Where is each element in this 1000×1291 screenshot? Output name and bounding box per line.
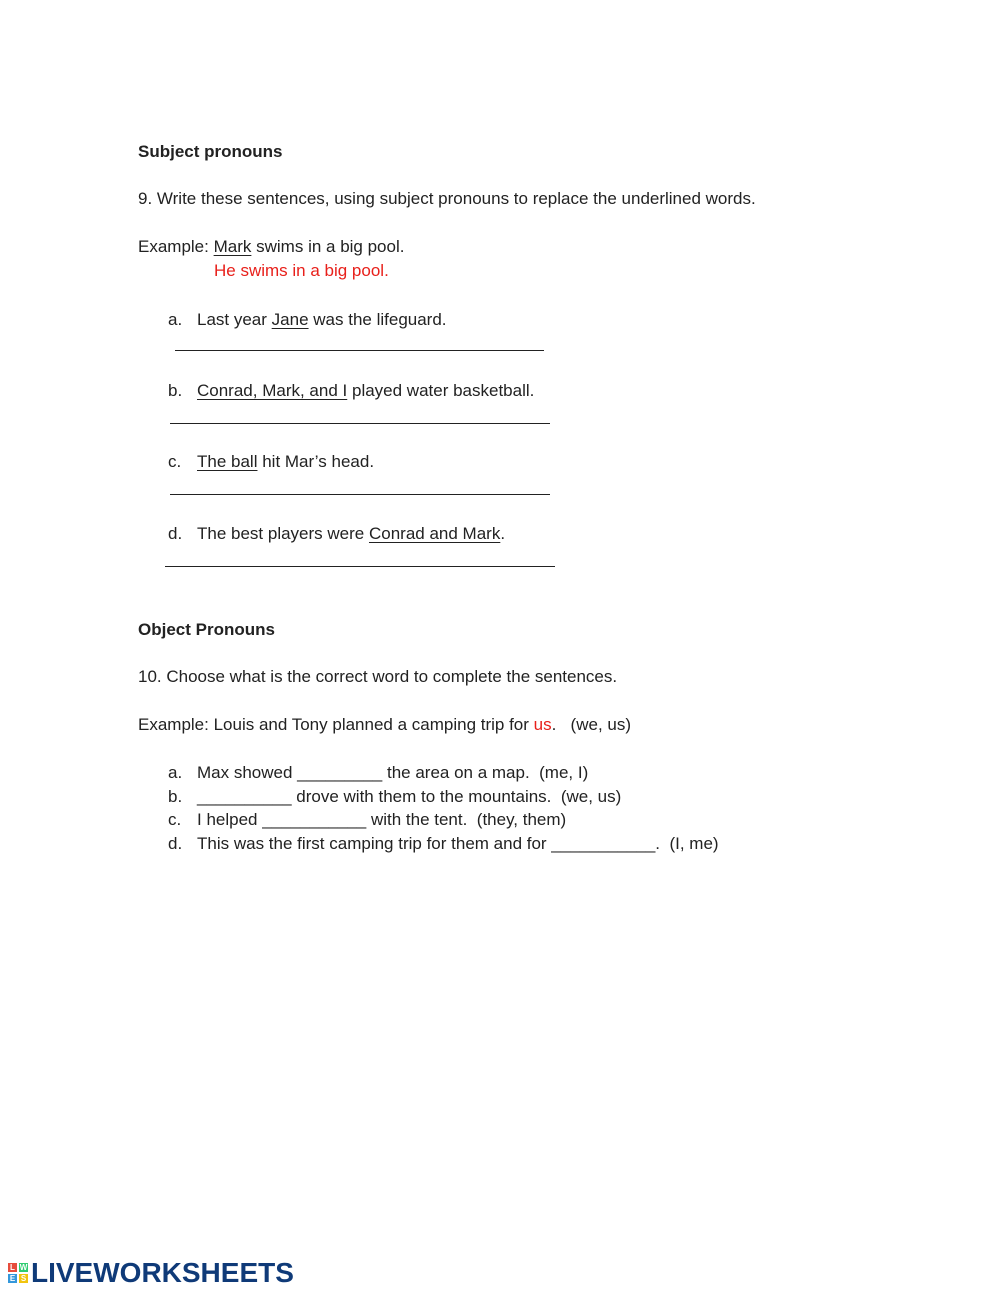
object-item-d <box>168 834 719 854</box>
object-item-c <box>168 810 566 830</box>
object-item-text: Max showed _________ the area on a map. (me, I) <box>197 763 589 782</box>
item-after: hit Mar’s head. <box>262 452 375 471</box>
answer-line-d[interactable] <box>165 566 555 567</box>
example-underlined: Mark <box>213 237 252 256</box>
instruction-9: 9. Write these sentences, using subject pronouns to replace the underlined words. <box>138 189 756 208</box>
object-item-text: I helped ___________ with the tent. (they, them) <box>197 810 567 829</box>
item-letter: d. <box>168 524 183 543</box>
item-letter: a. <box>168 763 183 782</box>
item-letter: c. <box>168 810 182 829</box>
item-underlined: Conrad and Mark <box>368 524 501 543</box>
item-after: played water basketball. <box>351 381 535 400</box>
answer-line-a[interactable] <box>175 350 544 351</box>
logo-grid-cell: E <box>9 1274 16 1283</box>
item-before: Last year <box>197 310 267 329</box>
example-sentence <box>138 237 404 257</box>
answer-line-c[interactable] <box>170 494 550 495</box>
example-answer: He swims in a big pool. <box>214 261 389 280</box>
item-underlined: Conrad, Mark, and I <box>197 381 348 400</box>
logo-grid-cell: L <box>8 1263 17 1272</box>
subject-item-d <box>168 524 505 544</box>
item-letter: c. <box>168 452 182 471</box>
item-letter: b. <box>168 787 183 806</box>
object-example-period: . <box>551 715 557 734</box>
subject-item-a <box>168 310 447 330</box>
example-label: Example: <box>138 237 209 256</box>
section-heading-object-pronouns: Object Pronouns <box>138 620 275 639</box>
subject-item-c <box>168 452 374 472</box>
item-before: The best players were <box>197 524 365 543</box>
answer-line-b[interactable] <box>170 423 550 424</box>
object-example-answer: us <box>533 715 552 734</box>
example-rest: swims in a big pool. <box>256 237 405 256</box>
item-after: was the lifeguard. <box>313 310 447 329</box>
item-after: . <box>500 524 506 543</box>
object-item-a <box>168 763 588 783</box>
object-item-text: This was the first camping trip for them and for ___________. (I, me) <box>197 834 719 853</box>
item-letter: d. <box>168 834 183 853</box>
logo-grid-cell: S <box>20 1274 27 1283</box>
subject-item-b <box>168 381 534 401</box>
item-letter: b. <box>168 381 183 400</box>
logo-grid-cell: W <box>19 1263 28 1272</box>
instruction-10: 10. Choose what is the correct word to complete the sentences. <box>138 667 618 686</box>
object-example-text: Example: Louis and Tony planned a camping trip for <box>138 715 529 734</box>
logo-text: LIVEWORKSHEETS <box>31 1257 294 1288</box>
logo-grid-icon <box>8 1263 28 1283</box>
item-underlined: Jane <box>271 310 309 329</box>
liveworksheets-logo <box>8 1258 294 1288</box>
item-letter: a. <box>168 310 183 329</box>
object-item-b <box>168 787 621 807</box>
section-heading-subject-pronouns: Subject pronouns <box>138 142 283 161</box>
item-underlined: The ball <box>197 452 258 471</box>
object-example-options: (we, us) <box>570 715 632 734</box>
object-item-text: __________ drove with them to the mountains. (we, us) <box>197 787 622 806</box>
object-example <box>138 715 631 735</box>
